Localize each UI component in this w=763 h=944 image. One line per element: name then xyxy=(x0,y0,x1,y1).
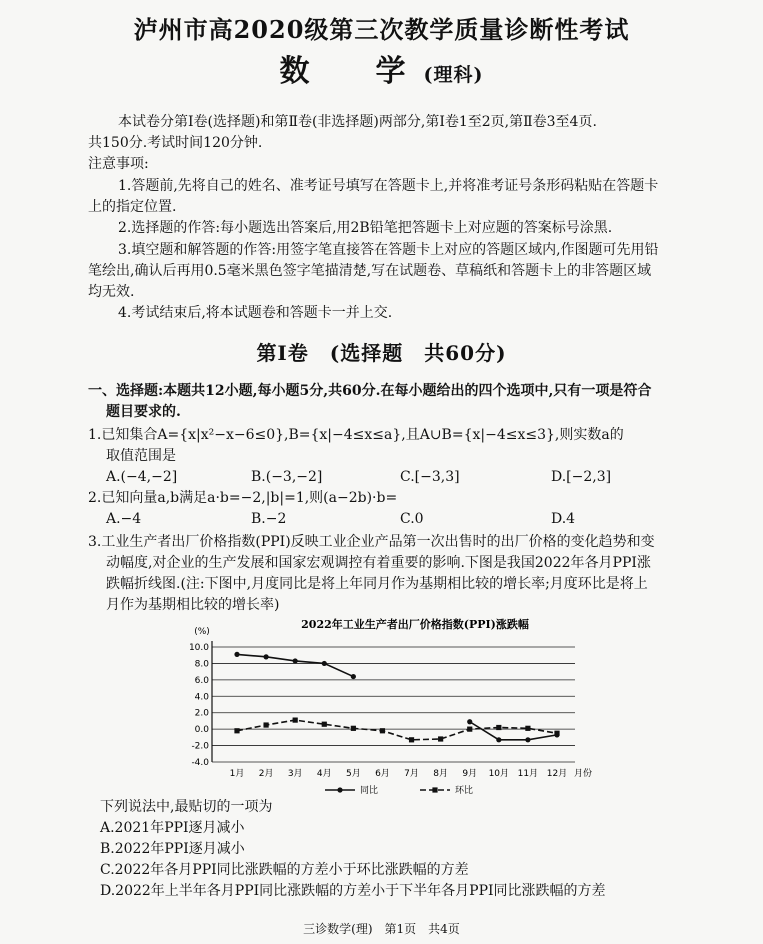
x-tick-label: 12月 xyxy=(546,769,568,779)
subject-main: 数 学 xyxy=(279,54,424,89)
legend-label-yoy: 同比 xyxy=(360,786,379,795)
legend-label-mom: 环比 xyxy=(455,786,474,795)
point-mom xyxy=(525,726,530,731)
x-axis-label: 月份 xyxy=(573,769,593,779)
q3-option-a: A.2021年PPI逐月减小 xyxy=(100,820,245,836)
part1-lead-2: 题目要求的. xyxy=(106,404,181,420)
y-tick-label: 2.0 xyxy=(194,708,209,719)
ppi-line-chart xyxy=(170,610,620,795)
x-tick-label: 11月 xyxy=(517,769,539,779)
intro-line-1: 本试卷分第Ⅰ卷(选择题)和第Ⅱ卷(非选择题)两部分,第Ⅰ卷1至2页,第Ⅱ卷3至4页. xyxy=(118,114,597,130)
point-mom xyxy=(380,728,385,733)
notes-label: 注意事项: xyxy=(88,156,149,172)
q2-option-c: C.0 xyxy=(400,511,424,527)
q3-stem-4: 月作为基期相比较的增长率) xyxy=(106,597,280,613)
legend-marker-yoy xyxy=(337,787,342,792)
point-yoy xyxy=(234,652,239,657)
x-tick-label: 9月 xyxy=(462,769,478,779)
point-mom xyxy=(409,737,414,742)
q1-option-c: C.[−3,3] xyxy=(400,469,460,485)
point-yoy xyxy=(322,661,327,666)
x-tick-label: 3月 xyxy=(287,769,303,779)
q3-option-c: C.2022年各月PPI同比涨跌幅的方差小于环比涨跌幅的方差 xyxy=(100,862,469,878)
point-yoy xyxy=(467,719,472,724)
chart-title: 2022年工业生产者出厂价格指数(PPI)涨跌幅 xyxy=(301,618,529,631)
exam-title: 泸州市高2020级第三次教学质量诊断性考试 xyxy=(133,15,630,44)
point-mom xyxy=(351,726,356,731)
note-1b: 上的指定位置. xyxy=(88,199,177,215)
note-1a: 1.答题前,先将自己的姓名、准考证号填写在答题卡上,并将准考证号条形码粘贴在答题卡 xyxy=(118,178,659,194)
q1-stem-2: 取值范围是 xyxy=(106,448,176,464)
q3-stem-2: 动幅度,对企业的生产发展和国家宏观调控有着重要的影响.下图是我国2022年各月PPI涨 xyxy=(106,555,651,571)
y-tick-label: 0.0 xyxy=(194,725,209,736)
q2-option-d: D.4 xyxy=(551,511,576,527)
series-line-yoy xyxy=(237,654,353,676)
q2-stem: 2.已知向量a,b满足a·b=−2,|b|=1,则(a−2b)·b= xyxy=(88,490,398,506)
point-yoy xyxy=(263,654,268,659)
point-mom xyxy=(263,722,268,727)
point-mom xyxy=(467,727,472,732)
q3-option-b: B.2022年PPI逐月减小 xyxy=(100,841,245,857)
point-yoy xyxy=(496,737,501,742)
q3-option-d: D.2022年上半年各月PPI同比涨跌幅的方差小于下半年各月PPI同比涨跌幅的方差 xyxy=(100,883,606,899)
part1-lead-1: 一、选择题:本题共12小题,每小题5分,共60分.在每小题给出的四个选项中,只有一项是符合 xyxy=(88,383,652,399)
point-mom xyxy=(554,731,559,736)
intro-line-2: 共150分.考试时间120分钟. xyxy=(88,135,263,151)
q1-option-a: A.(−4,−2] xyxy=(106,469,178,485)
note-3c: 均无效. xyxy=(88,284,135,300)
x-tick-label: 10月 xyxy=(488,769,510,779)
x-tick-label: 2月 xyxy=(258,769,274,779)
q1-option-d: D.[−2,3] xyxy=(551,469,612,485)
subject-sub: (理科) xyxy=(423,64,484,86)
q3-question: 下列说法中,最贴切的一项为 xyxy=(100,799,273,815)
y-tick-label: 8.0 xyxy=(194,659,209,670)
point-mom xyxy=(438,736,443,741)
point-mom xyxy=(293,718,298,723)
point-mom xyxy=(322,722,327,727)
x-tick-label: 4月 xyxy=(316,769,332,779)
q1-option-b: B.(−3,−2] xyxy=(251,469,323,485)
q2-option-a: A.−4 xyxy=(106,511,142,527)
point-yoy xyxy=(351,674,356,679)
q3-stem-1: 3.工业生产者出厂价格指数(PPI)反映工业企业产品第一次出售时的出厂价格的变化趋势和变 xyxy=(88,534,655,550)
note-4: 4.考试结束后,将本试题卷和答题卡一并上交. xyxy=(118,305,393,321)
legend-marker-mom xyxy=(432,787,437,792)
subject-title xyxy=(0,46,763,90)
x-tick-label: 5月 xyxy=(345,769,361,779)
y-tick-label: -4.0 xyxy=(191,758,209,768)
point-yoy xyxy=(293,658,298,663)
y-tick-label: 10.0 xyxy=(188,643,209,653)
note-2: 2.选择题的作答:每小题选出答案后,用2B铅笔把答题卡上对应题的答案标号涂黑. xyxy=(118,220,613,236)
section-title: 第Ⅰ卷 (选择题 共60分) xyxy=(256,341,507,365)
y-tick-label: 4.0 xyxy=(194,692,209,703)
x-tick-label: 1月 xyxy=(229,769,245,779)
q3-stem-3: 跌幅折线图.(注:下图中,月度同比是将上年同月作为基期相比较的增长率;月度环比是将上 xyxy=(106,576,648,592)
note-3b: 笔绘出,确认后再用0.5毫米黑色签字笔描清楚,写在试题卷、草稿纸和答题卡上的非答题区域 xyxy=(88,263,652,279)
y-tick-label: -2.0 xyxy=(191,741,209,752)
point-mom xyxy=(496,725,501,730)
series-line-mom xyxy=(237,720,557,740)
note-3a: 3.填空题和解答题的作答:用签字笔直接答在答题卡上对应的答题区域内,作图题可先用铅 xyxy=(118,242,659,258)
x-tick-label: 7月 xyxy=(404,769,419,779)
point-mom xyxy=(234,728,239,733)
y-tick-label: 6.0 xyxy=(194,675,209,686)
point-yoy xyxy=(525,737,530,742)
chart-y-unit: (%) xyxy=(194,627,210,637)
x-tick-label: 8月 xyxy=(433,769,449,779)
q2-option-b: B.−2 xyxy=(251,511,287,527)
page-footer: 三诊数学(理) 第1页 共4页 xyxy=(303,922,460,936)
x-tick-label: 6月 xyxy=(375,769,390,779)
q1-stem-1: 1.已知集合A={x|x²−x−6≤0},B={x|−4≤x≤a},且A∪B={x|−4≤x≤3},则实数a的 xyxy=(88,427,624,443)
